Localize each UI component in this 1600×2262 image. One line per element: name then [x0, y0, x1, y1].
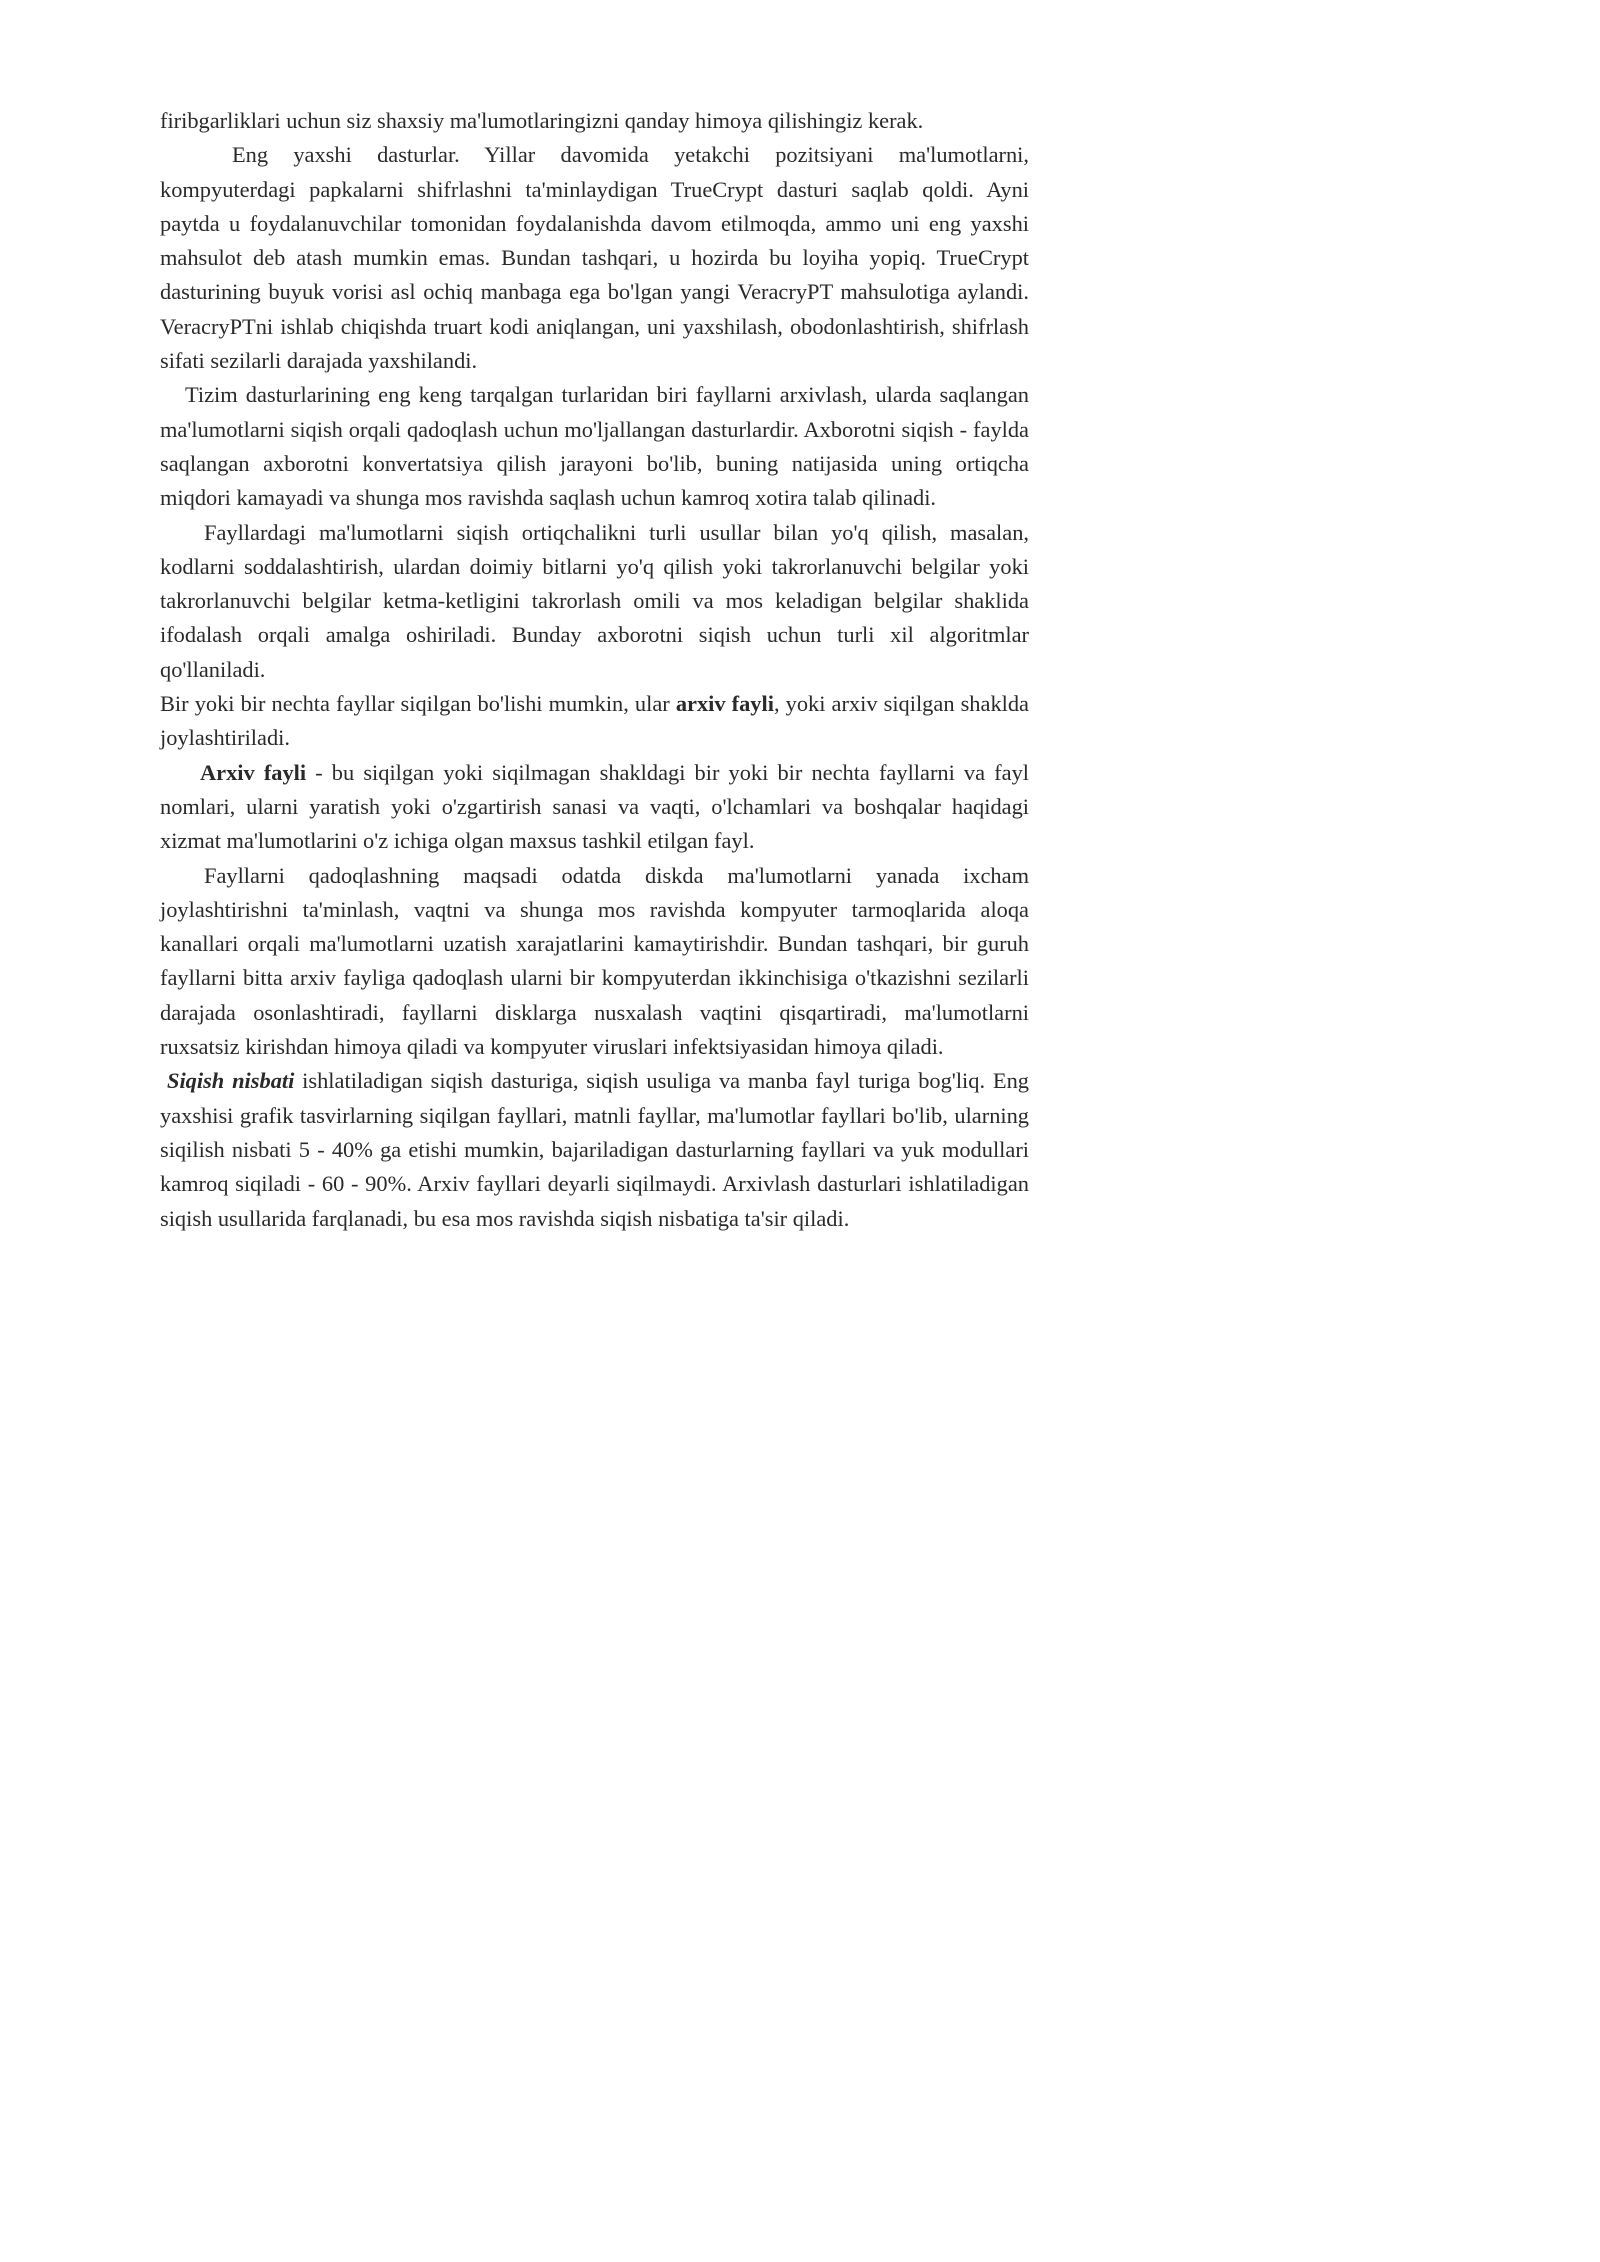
document-page — [160, 104, 1029, 1236]
term-compression-ratio: Siqish nisbati — [167, 1068, 295, 1094]
paragraph-continuation: firibgarliklari uchun siz shaxsiy ma'lumotlaringizni qanday himoya qilishingiz kerak. — [160, 108, 924, 133]
paragraph-compression-methods: Fayllardagi ma'lumotlarni siqish ortiqchalikni turli usullar bilan yo'q qilish, masalan, kodlarni soddalashtirish, ulardan doimiy bitlarni yo'q qilish yoki takrorlanuvchi belgilar yoki takrorlanuvchi belgilar ketma-ketligini takrorlash omili va mos keladigan belgilar shaklida ifodalash orqali amalga oshiriladi. Bunday axborotni siqish uchun turli xil algoritmlar qo'llaniladi. — [160, 519, 1029, 682]
text-run: Bir yoki bir nechta fayllar siqilgan bo'lishi mumkin, ular — [160, 691, 676, 717]
paragraph-archive-definition — [160, 756, 1029, 859]
paragraph-compression-ratio — [160, 1064, 1029, 1235]
paragraph-best-programs: Eng yaxshi dasturlar. Yillar davomida yetakchi pozitsiyani ma'lumotlarni, kompyuterdagi papkalarni shifrlashni ta'minlaydigan TrueCrypt dasturi saqlab qoldi. Ayni paytda u foydalanuvchilar tomonidan foydalanishda davom etilmoqda, ammo uni eng yaxshi mahsulot deb atash mumkin emas. Bundan tashqari, u hozirda bu loyiha yopiq. TrueCrypt dasturining buyuk vorisi asl ochiq manbaga ega bo'lgan yangi VeracryPT mahsulotiga aylandi. VeracryPTni ishlab chiqishda truart kodi aniqlangan, uni yaxshilash, obodonlashtirish, shifrlash sifati sezilarli darajada yaxshilandi. — [160, 142, 1029, 374]
text-run: ishlatiladigan siqish dasturiga, siqish usuliga va manba fayl turiga bog'liq. Eng yaxshisi grafik tasvirlarning siqilgan fayllari, matnli fayllar, ma'lumotlar fayllari bo'lib, ularning siqilish nisbati 5 - 40% ga etishi mumkin, bajariladigan dasturlarning fayllari va yuk modullari kamroq siqiladi - 60 - 90%. Arxiv fayllari deyarli siqilmaydi. Arxivlash dasturlari ishlatiladigan siqish usullarida farqlanadi, bu esa mos ravishda siqish nisbatiga ta'sir qiladi. — [160, 1068, 1029, 1231]
paragraph-packing-purpose: Fayllarni qadoqlashning maqsadi odatda diskda ma'lumotlarni yanada ixcham joylashtirishni ta'minlash, vaqtni va shunga mos ravishda kompyuter tarmoqlarida aloqa kanallari orqali ma'lumotlarni uzatish xarajatlarini kamaytirishdir. Bundan tashqari, bir guruh fayllarni bitta arxiv fayliga qadoqlash ularni bir kompyuterdan ikkinchisiga o'tkazishni sezilarli darajada osonlashtiradi, fayllarni disklarga nusxalash vaqtini qisqartiradi, ma'lumotlarni ruxsatsiz kirishdan himoya qiladi va kompyuter viruslari infektsiyasidan himoya qiladi. — [160, 862, 1029, 1060]
term-archive-file-definition: Arxiv fayli — [200, 759, 307, 785]
paragraph-archive-intro — [160, 687, 1029, 756]
term-archive-file: arxiv fayli — [675, 691, 774, 717]
paragraph-archiving-programs: Tizim dasturlarining eng keng tarqalgan turlaridan biri fayllarni arxivlash, ularda saqlangan ma'lumotlarni siqish orqali qadoqlash uchun mo'ljallangan dasturlardir. Axborotni siqish - faylda saqlangan axborotni konvertatsiya qilish jarayoni bo'lib, buning natijasida uning ortiqcha miqdori kamayadi va shunga mos ravishda saqlash uchun kamroq xotira talab qilinadi. — [160, 382, 1029, 511]
text-run: , yoki arxiv siqilgan shaklda joylashtiriladi. — [160, 691, 1029, 751]
text-run: - bu siqilgan yoki siqilmagan shakldagi bir yoki bir nechta fayllarni va fayl nomlari, ularni yaratish yoki o'zgartirish sanasi va vaqti, o'lchamlari va boshqalar haqidagi xizmat ma'lumotlarini o'z ichiga olgan maxsus tashkil etilgan fayl. — [160, 759, 1029, 854]
